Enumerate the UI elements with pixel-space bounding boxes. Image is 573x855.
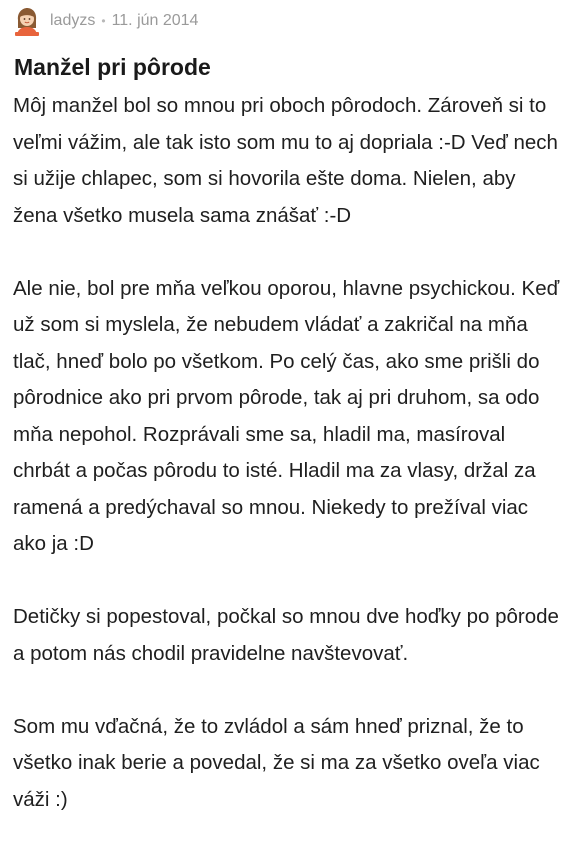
paragraph: Ale nie, bol pre mňa veľkou oporou, hlavne psychickou. Keď už som si myslela, že nebudem vládať a zakričal na mňa tlač, hneď bolo po všetkom. Po celý čas, ako sme prišli do pôrodnice ako pri prvom pôrode, tak aj pri druhom, sa odo mňa nepohol. Rozprávali sme sa, hladil ma, masíroval chrbát a počas pôrodu to isté. Hladil ma za vlasy, držal za ramená a predýchaval so mnou. Niekedy to prežíval viac ako ja :D [13, 276, 560, 555]
paragraph: Môj manžel bol so mnou pri oboch pôrodoch. Zároveň si to veľmi vážim, ale tak isto som mu to aj dopriala :-D Veď nech si užije chlapec, som si hovorila ešte doma. Nielen, aby žena všetko musela sama znášať :-D [13, 94, 558, 227]
post-body [13, 88, 565, 855]
author-name[interactable]: ladyzs [50, 12, 96, 29]
woman-avatar-icon[interactable] [12, 6, 42, 36]
meta-separator: • [101, 14, 106, 28]
paragraph: Som mu vďačná, že to zvládol a sám hneď priznal, že to všetko inak berie a povedal, že si ma za všetko oveľa viac váži :) [13, 714, 540, 811]
post-date: 11. jún 2014 [111, 12, 199, 29]
post-meta [12, 6, 198, 36]
paragraph: Detičky si popestoval, počkal so mnou dve hoďky po pôrode a potom nás chodil pravidelne navštevovať. [13, 605, 559, 665]
post-title: Manžel pri pôrode [14, 54, 211, 80]
